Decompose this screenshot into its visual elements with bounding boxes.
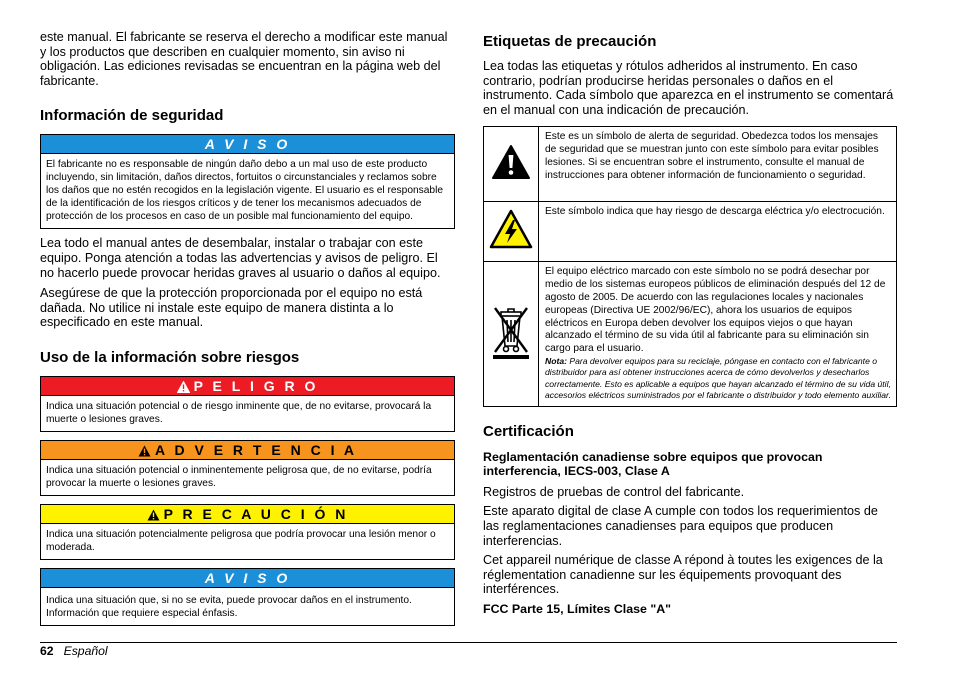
page-number: 62 (40, 644, 54, 658)
symbol-cell (484, 202, 539, 262)
left-column (40, 30, 455, 626)
read-manual-paragraph: Lea todo el manual antes de desembalar, instalar o trabajar con este equipo. Ponga atención a todas las advertencias y avisos de peligro. El no hacerlo puede provocar heridas graves al usuario o daños al equipo. (40, 236, 441, 280)
cert-heading: Certificación (483, 422, 574, 440)
weee-bin-icon (489, 302, 533, 360)
note-label: Nota: (545, 355, 567, 366)
electrical-hazard-icon (489, 209, 533, 249)
symbol-cell (484, 262, 539, 406)
cert-paragraph-3: Cet appareil numérique de classe A répond à toutes les exigences de la réglementation canadienne sur les équipements provoquant des interférences. (483, 553, 883, 597)
warning-box (40, 440, 455, 496)
safety-heading: Información de seguridad (40, 107, 224, 125)
caution-text: Indica una situación potencialmente peligrosa que podría provocar una lesión menor o moderada. (41, 523, 454, 559)
fcc-heading: FCC Parte 15, Límites Clase "A" (483, 601, 672, 616)
table-row (484, 262, 897, 406)
table-row (484, 202, 897, 262)
note-text: Para devolver equipos para su reciclaje, póngase en contacto con el fabricante o distribuidor para así obtener instrucciones acerca de cómo devolverlos y desecharlos correctamente. Esto es aplicable a equipos que hayan alcanzado el término de su vida útil, accesorios eléctricos suministrados por el fabricante o distribuidor y todo elemento auxiliar. (545, 355, 891, 401)
danger-text: Indica una situación potencial o de riesgo inminente que, de no evitarse, provocará la muerte o lesiones graves. (41, 395, 454, 431)
warning-warning-icon (138, 445, 151, 457)
table-row (484, 127, 897, 202)
notice-box (40, 568, 455, 626)
cert-subheading: Reglamentación canadiense sobre equipos que provocan interferencia, IECS-003, Clase A (483, 449, 823, 479)
caution-title (41, 505, 454, 523)
safety-notice-box (40, 134, 455, 229)
danger-warning-icon (177, 381, 190, 393)
labels-heading: Etiquetas de precaución (483, 33, 657, 50)
cert-paragraph-2: Este aparato digital de clase A cumple con todos los requerimientos de las reglamentaciones canadienses para equipos que producen interferencias. (483, 504, 878, 548)
notice-title-2: A V I S O (41, 569, 454, 587)
notice-title: A V I S O (41, 135, 454, 153)
label-text: Este símbolo indica que hay riesgo de descarga eléctrica y/o electrocución. (539, 202, 897, 262)
warning-triangle-icon (491, 144, 531, 180)
danger-title (41, 377, 454, 395)
caution-box (40, 504, 455, 560)
weee-note (545, 356, 891, 402)
label-text: Este es un símbolo de alerta de seguridad. Obedezca todos los mensajes de seguridad que se muestran junto con este símbolo para evitar posibles lesiones. Si se encuentran sobre el instrumento, consulte el manual de instrucciones para obtener información de funcionamiento o seguridad. (539, 127, 897, 202)
protection-paragraph: Asegúrese de que la protección proporcionada por el equipo no está dañada. No utilice ni instale este equipo de manera distinta a lo especificado en este manual. (40, 286, 423, 330)
footer-language: Español (63, 644, 108, 658)
danger-box (40, 376, 455, 432)
caution-warning-icon (147, 509, 160, 521)
right-column (483, 33, 897, 617)
symbol-cell (484, 127, 539, 202)
notice-text: Indica una situación que, si no se evita, puede provocar daños en el instrumento. Información que requiere especial énfasis. (41, 587, 454, 625)
intro-paragraph: este manual. El fabricante se reserva el derecho a modificar este manual y los productos que describen en cualquier momento, sin aviso ni obligación. Las ediciones revisadas se encuentran en la página web del fabricante. (40, 30, 448, 88)
footer (40, 644, 108, 658)
label-text (539, 262, 897, 406)
weee-text: El equipo eléctrico marcado con este símbolo no se podrá desechar por medio de los sistemas europeos públicos de eliminación después del 12 de agosto de 2005. De acuerdo con las regulaciones locales y nacionales europeas (Directiva UE 2002/96/EC), ahora los usuarios de equipos eléctricos en Europa deben devolver los equipos viejos o que hayan alcanzado el término de su vida útil al fabricante para su eliminación sin cargo para el usuario. (545, 266, 886, 355)
footer-divider (40, 642, 897, 643)
warning-title (41, 441, 454, 459)
warning-text: Indica una situación potencial o inminentemente peligrosa que, de no evitarse, podría provocar la muerte o lesiones graves. (41, 459, 454, 495)
cert-paragraph-1: Registros de pruebas de control del fabricante. (483, 484, 745, 499)
labels-intro: Lea todas las etiquetas y rótulos adheridos al instrumento. En caso contrario, podrían producirse heridas personales o daños en el instrumento. Cada símbolo que aparezca en el instrumento se comentará en el manual con una indicación de precaución. (483, 59, 894, 117)
hazard-heading: Uso de la información sobre riesgos (40, 348, 300, 366)
caution-title-text: P R E C A U C I Ó N (163, 505, 349, 522)
danger-title-text: P E L I G R O (193, 377, 319, 394)
warning-title-text: A D V E R T E N C I A (155, 441, 357, 458)
safety-notice-text: El fabricante no es responsable de ningún daño debo a un mal uso de este producto incluyendo, sin limitación, daños directos, fortuitos o circunstanciales y reclamos sobre los daños que no estén recogidos en la legislación vigente. El usuario es el responsable de la identificación de los riesgos críticos y de tener los mecanismos adecuados de protección de los procesos en caso de un posible mal funcionamiento del equipo. (41, 153, 454, 228)
labels-table (483, 126, 897, 406)
